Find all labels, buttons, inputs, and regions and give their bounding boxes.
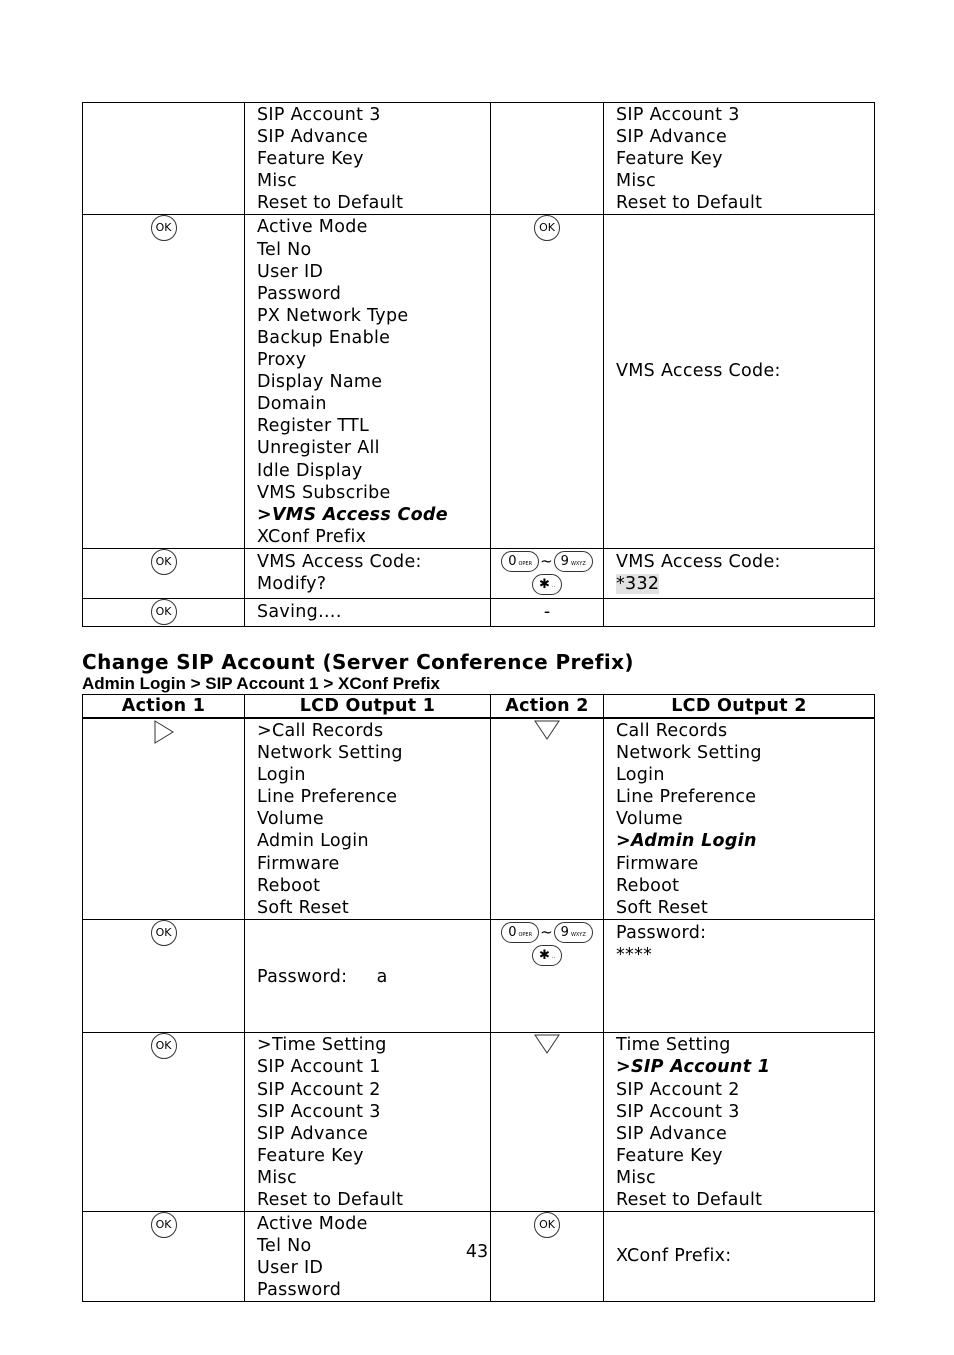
lcd-line: Login — [257, 765, 306, 786]
lcd-line: Network Setting — [616, 743, 762, 764]
lcd-output-2-cell — [604, 103, 875, 215]
zero-key-icon: 0 OPER — [501, 922, 539, 943]
lcd-line: SIP Account 3 — [257, 1101, 381, 1122]
lcd-output-2-cell — [604, 215, 875, 548]
lcd-output-2-cell — [604, 598, 875, 626]
lcd-line: SIP Account 2 — [257, 1079, 381, 1100]
lcd-line: Feature Key — [616, 1145, 723, 1166]
lcd-output-1-cell — [245, 548, 491, 598]
lcd-line: Reset to Default — [257, 1189, 404, 1210]
lcd-line: SIP Advance — [257, 1123, 369, 1144]
breadcrumb: Admin Login > SIP Account 1 > XConf Prefix — [82, 674, 440, 693]
lcd-line: SIP Account 3 — [616, 1101, 740, 1122]
key-sequence-table-2 — [82, 694, 875, 1302]
lcd-line: Admin Login — [257, 831, 369, 852]
table-row — [83, 215, 875, 548]
section-title: Change SIP Account (Server Conference Prefix) — [82, 650, 634, 674]
action1-cell — [83, 548, 245, 598]
ok-key-icon: OK — [534, 215, 560, 241]
star-key-icon: ✱ ·· — [532, 945, 562, 966]
page-number: 43 — [465, 1242, 489, 1262]
star-key-icon: ✱ ·· — [532, 574, 562, 595]
lcd-line: Idle Display — [257, 460, 363, 481]
lcd-line: Tel No — [257, 239, 312, 260]
lcd-line: Backup Enable — [257, 327, 391, 348]
action1-cell — [83, 718, 245, 919]
lcd-line: VMS Access Code: — [616, 361, 781, 382]
lcd-line: User ID — [257, 1258, 324, 1279]
action2-cell — [491, 919, 604, 1032]
table-header-row — [83, 695, 875, 719]
number-keys-icon — [491, 549, 603, 595]
lcd-line: Call Records — [616, 721, 728, 741]
lcd-output-1-cell — [245, 718, 491, 919]
lcd-line: Domain — [257, 394, 327, 415]
range-tilde: ~ — [540, 923, 553, 942]
table-row — [83, 598, 875, 626]
nine-key-icon: 9 WXYZ — [554, 922, 593, 943]
lcd-line: SIP Advance — [616, 127, 728, 148]
zero-key-icon: 0 OPER — [501, 551, 539, 572]
lcd-line: Line Preference — [616, 787, 757, 808]
action2-cell — [491, 548, 604, 598]
lcd-line-selected: >SIP Account 1 — [616, 1057, 771, 1078]
lcd-line: Misc — [616, 171, 656, 192]
down-arrow-key-icon — [533, 719, 561, 741]
range-tilde: ~ — [540, 552, 553, 571]
lcd-line: Proxy — [257, 350, 307, 371]
lcd-output-1-cell — [245, 919, 491, 1032]
lcd-line: Saving…. — [257, 601, 342, 622]
lcd-line: Network Setting — [257, 743, 403, 764]
lcd-line: Reset to Default — [616, 193, 763, 214]
lcd-line: User ID — [257, 261, 324, 282]
lcd-output-1-cell — [245, 103, 491, 215]
lcd-line: Modify? — [257, 573, 327, 594]
lcd-line: Register TTL — [257, 416, 370, 437]
column-header: LCD Output 2 — [604, 695, 875, 719]
lcd-line: Reboot — [616, 875, 680, 896]
lcd-line: Feature Key — [257, 1145, 364, 1166]
nine-key-icon: 9 WXYZ — [554, 551, 593, 572]
lcd-line: Feature Key — [616, 149, 723, 170]
table-row — [83, 919, 875, 1032]
lcd-line: Display Name — [257, 372, 383, 393]
column-header: LCD Output 1 — [245, 695, 491, 719]
lcd-line: SIP Account 1 — [257, 1057, 381, 1078]
action1-cell — [83, 598, 245, 626]
lcd-line: SIP Account 3 — [616, 105, 740, 125]
lcd-line: XConf Prefix: — [616, 1246, 732, 1267]
action2-cell — [491, 598, 604, 626]
lcd-line: Reset to Default — [616, 1189, 763, 1210]
table-row — [83, 103, 875, 215]
lcd-line: VMS Access Code: — [257, 551, 422, 572]
lcd-line: Soft Reset — [616, 897, 708, 918]
column-header: Action 2 — [491, 695, 604, 719]
lcd-line: PX Network Type — [257, 305, 409, 326]
action2-cell — [491, 1033, 604, 1212]
lcd-line: Misc — [257, 171, 297, 192]
lcd-output-1-cell — [245, 598, 491, 626]
lcd-output-2-cell — [604, 919, 875, 1032]
lcd-output-1-cell — [245, 215, 491, 548]
lcd-line: XConf Prefix — [257, 526, 367, 547]
lcd-line: Active Mode — [257, 1214, 368, 1235]
lcd-line: >Call Records — [257, 721, 384, 741]
lcd-line: SIP Account 2 — [616, 1079, 740, 1100]
lcd-line: Tel No — [257, 1236, 312, 1257]
action1-cell — [83, 919, 245, 1032]
lcd-output-1-cell — [245, 1033, 491, 1212]
column-header: Action 1 — [83, 695, 245, 719]
lcd-line: Password: a — [257, 967, 388, 988]
lcd-line: Firmware — [616, 853, 699, 874]
lcd-line: SIP Advance — [257, 127, 369, 148]
action2-cell — [491, 215, 604, 548]
ok-key-icon: OK — [151, 1212, 177, 1238]
action2-cell — [491, 103, 604, 215]
lcd-line: Line Preference — [257, 787, 398, 808]
lcd-line: Soft Reset — [257, 897, 349, 918]
lcd-line: Password — [257, 283, 342, 304]
table-row — [83, 1033, 875, 1212]
lcd-line: Active Mode — [257, 217, 368, 238]
lcd-line: Volume — [257, 809, 324, 830]
ok-key-icon: OK — [151, 215, 177, 241]
ok-key-icon: OK — [151, 1033, 177, 1059]
lcd-line: VMS Access Code: — [616, 551, 781, 572]
action1-cell — [83, 215, 245, 548]
lcd-line: Volume — [616, 809, 683, 830]
key-sequence-table-1 — [82, 102, 875, 627]
lcd-line: Password: — [616, 922, 707, 943]
lcd-output-2-cell — [604, 548, 875, 598]
right-arrow-key-icon — [153, 719, 175, 745]
lcd-line: Feature Key — [257, 149, 364, 170]
action1-cell — [83, 1033, 245, 1212]
lcd-line-selected: >Admin Login — [616, 831, 757, 852]
lcd-line: Firmware — [257, 853, 340, 874]
ok-key-icon: OK — [151, 599, 177, 625]
lcd-line: Misc — [616, 1167, 656, 1188]
lcd-line: Login — [616, 765, 665, 786]
table-row — [83, 718, 875, 919]
ok-key-icon: OK — [151, 549, 177, 575]
lcd-line: >Time Setting — [257, 1035, 387, 1056]
lcd-line-selected: >VMS Access Code — [257, 504, 448, 525]
lcd-line: **** — [616, 944, 653, 965]
lcd-line: Misc — [257, 1167, 297, 1188]
action1-cell — [83, 103, 245, 215]
table-row — [83, 548, 875, 598]
no-action: - — [543, 601, 551, 622]
lcd-line: Password — [257, 1280, 342, 1301]
action2-cell — [491, 718, 604, 919]
number-keys-icon — [491, 920, 603, 966]
lcd-line: VMS Subscribe — [257, 482, 391, 503]
lcd-output-2-cell — [604, 718, 875, 919]
ok-key-icon: OK — [534, 1212, 560, 1238]
lcd-line: Unregister All — [257, 438, 380, 459]
lcd-line-highlighted: *332 — [616, 573, 660, 594]
ok-key-icon: OK — [151, 920, 177, 946]
lcd-line: Reboot — [257, 875, 321, 896]
lcd-line: Time Setting — [616, 1035, 731, 1056]
lcd-line: SIP Advance — [616, 1123, 728, 1144]
lcd-output-2-cell — [604, 1033, 875, 1212]
down-arrow-key-icon — [533, 1033, 561, 1055]
lcd-line: Reset to Default — [257, 193, 404, 214]
lcd-line: SIP Account 3 — [257, 105, 381, 125]
